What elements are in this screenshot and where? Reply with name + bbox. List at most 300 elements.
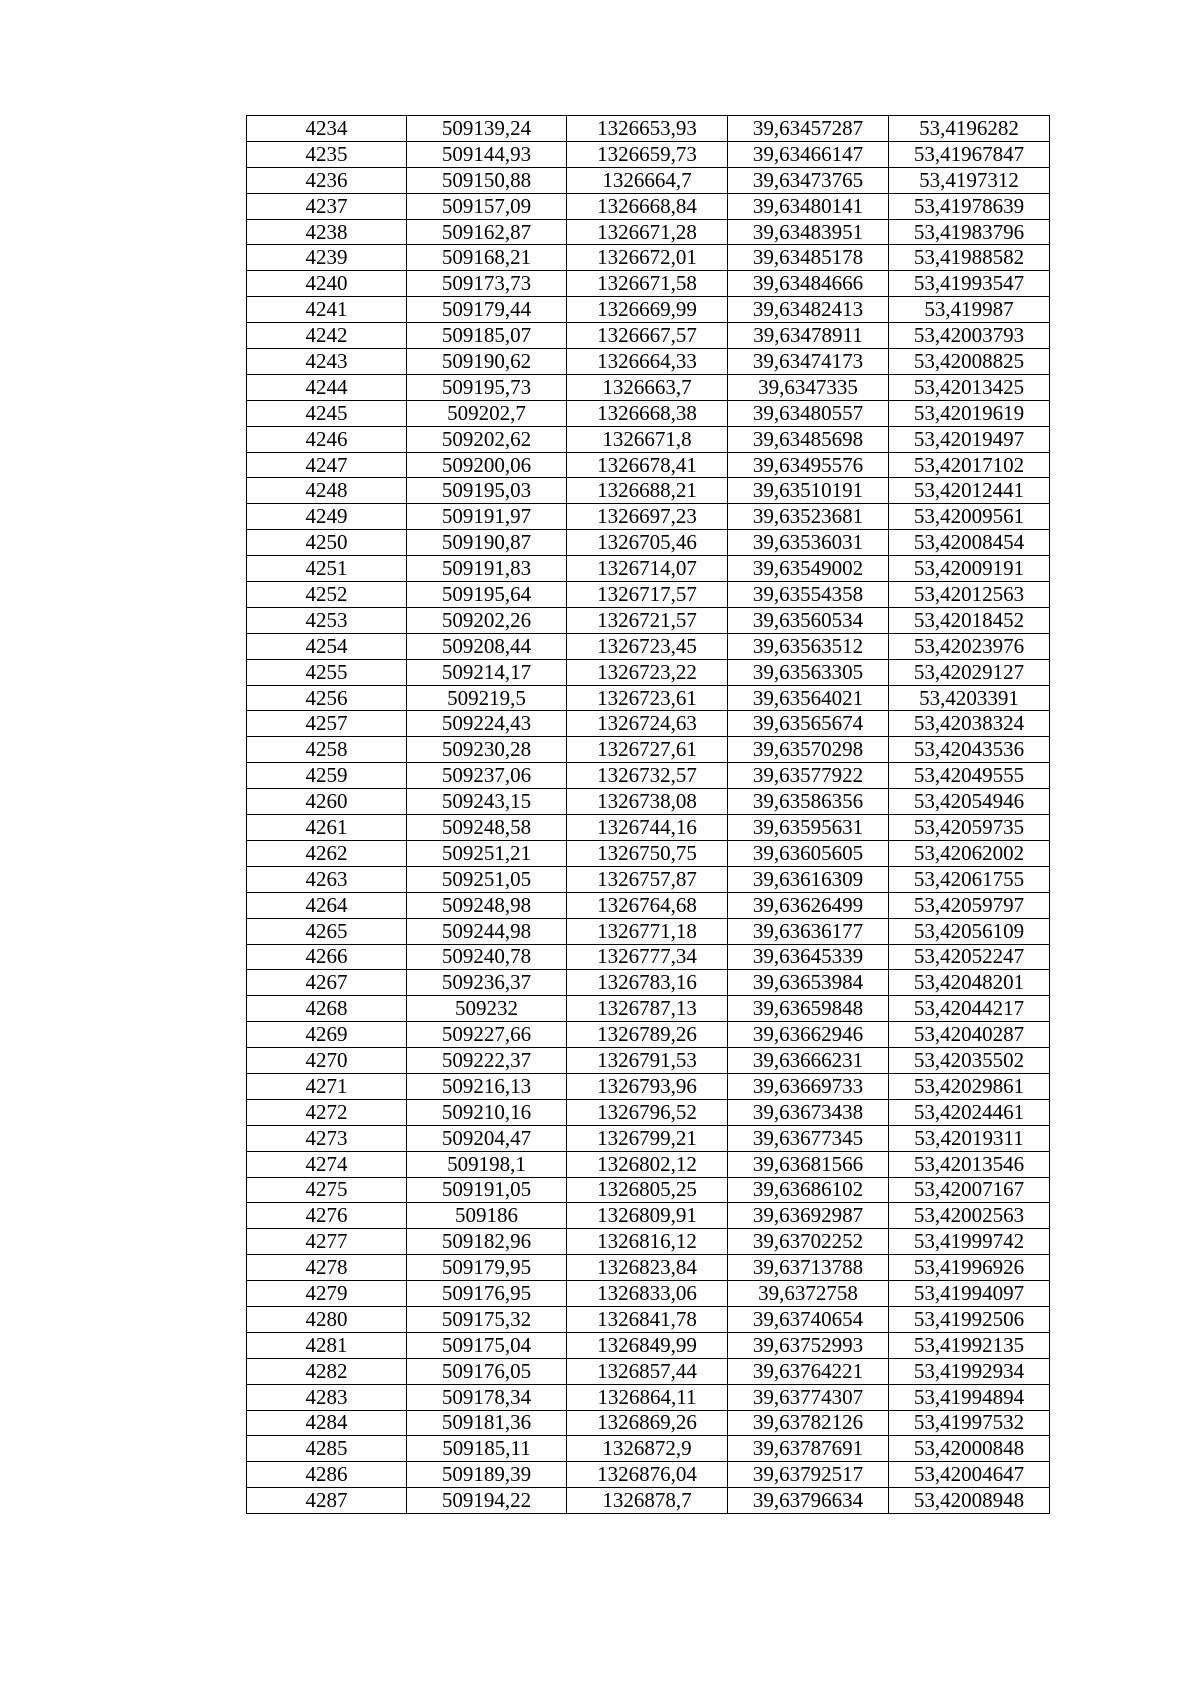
longitude-cell: 39,63563305	[728, 659, 889, 685]
x-coordinate-cell: 509191,97	[407, 504, 567, 530]
latitude-cell: 53,41994894	[889, 1384, 1050, 1410]
point-number-cell: 4251	[247, 556, 407, 582]
y-coordinate-cell: 1326857,44	[567, 1358, 728, 1384]
y-coordinate-cell: 1326697,23	[567, 504, 728, 530]
longitude-cell: 39,63554358	[728, 582, 889, 608]
longitude-cell: 39,63484666	[728, 271, 889, 297]
latitude-cell: 53,419987	[889, 297, 1050, 323]
longitude-cell: 39,63485178	[728, 245, 889, 271]
latitude-cell: 53,42002563	[889, 1203, 1050, 1229]
x-coordinate-cell: 509251,21	[407, 840, 567, 866]
x-coordinate-cell: 509179,95	[407, 1255, 567, 1281]
point-number-cell: 4287	[247, 1488, 407, 1514]
table-row	[247, 918, 1050, 944]
latitude-cell: 53,42062002	[889, 840, 1050, 866]
point-number-cell: 4242	[247, 323, 407, 349]
table-row	[247, 297, 1050, 323]
point-number-cell: 4278	[247, 1255, 407, 1281]
x-coordinate-cell: 509185,11	[407, 1436, 567, 1462]
table-row	[247, 1255, 1050, 1281]
latitude-cell: 53,42029861	[889, 1073, 1050, 1099]
y-coordinate-cell: 1326653,93	[567, 116, 728, 142]
latitude-cell: 53,42019311	[889, 1125, 1050, 1151]
point-number-cell: 4258	[247, 737, 407, 763]
point-number-cell: 4256	[247, 685, 407, 711]
latitude-cell: 53,42008948	[889, 1488, 1050, 1514]
x-coordinate-cell: 509198,1	[407, 1151, 567, 1177]
latitude-cell: 53,42040287	[889, 1022, 1050, 1048]
longitude-cell: 39,63673438	[728, 1099, 889, 1125]
latitude-cell: 53,42013425	[889, 374, 1050, 400]
table-row	[247, 763, 1050, 789]
latitude-cell: 53,42009191	[889, 556, 1050, 582]
y-coordinate-cell: 1326727,61	[567, 737, 728, 763]
longitude-cell: 39,63595631	[728, 815, 889, 841]
point-number-cell: 4268	[247, 996, 407, 1022]
table-row	[247, 685, 1050, 711]
table-row	[247, 1073, 1050, 1099]
y-coordinate-cell: 1326723,45	[567, 633, 728, 659]
x-coordinate-cell: 509191,83	[407, 556, 567, 582]
point-number-cell: 4252	[247, 582, 407, 608]
longitude-cell: 39,63570298	[728, 737, 889, 763]
y-coordinate-cell: 1326717,57	[567, 582, 728, 608]
y-coordinate-cell: 1326802,12	[567, 1151, 728, 1177]
table-row	[247, 1151, 1050, 1177]
latitude-cell: 53,42061755	[889, 866, 1050, 892]
longitude-cell: 39,63752993	[728, 1332, 889, 1358]
point-number-cell: 4270	[247, 1048, 407, 1074]
point-number-cell: 4274	[247, 1151, 407, 1177]
y-coordinate-cell: 1326869,26	[567, 1410, 728, 1436]
table-row	[247, 271, 1050, 297]
y-coordinate-cell: 1326791,53	[567, 1048, 728, 1074]
table-row	[247, 866, 1050, 892]
point-number-cell: 4262	[247, 840, 407, 866]
point-number-cell: 4247	[247, 452, 407, 478]
point-number-cell: 4263	[247, 866, 407, 892]
longitude-cell: 39,63764221	[728, 1358, 889, 1384]
table-row	[247, 1462, 1050, 1488]
y-coordinate-cell: 1326724,63	[567, 711, 728, 737]
longitude-cell: 39,63774307	[728, 1384, 889, 1410]
table-row	[247, 1022, 1050, 1048]
table-row	[247, 1048, 1050, 1074]
table-row	[247, 1436, 1050, 1462]
longitude-cell: 39,63480557	[728, 400, 889, 426]
longitude-cell: 39,63565674	[728, 711, 889, 737]
x-coordinate-cell: 509173,73	[407, 271, 567, 297]
y-coordinate-cell: 1326671,8	[567, 426, 728, 452]
x-coordinate-cell: 509195,73	[407, 374, 567, 400]
y-coordinate-cell: 1326864,11	[567, 1384, 728, 1410]
x-coordinate-cell: 509230,28	[407, 737, 567, 763]
longitude-cell: 39,6347335	[728, 374, 889, 400]
y-coordinate-cell: 1326789,26	[567, 1022, 728, 1048]
longitude-cell: 39,63626499	[728, 892, 889, 918]
longitude-cell: 39,63616309	[728, 866, 889, 892]
x-coordinate-cell: 509219,5	[407, 685, 567, 711]
table-row	[247, 996, 1050, 1022]
x-coordinate-cell: 509194,22	[407, 1488, 567, 1514]
point-number-cell: 4266	[247, 944, 407, 970]
longitude-cell: 39,63740654	[728, 1306, 889, 1332]
y-coordinate-cell: 1326823,84	[567, 1255, 728, 1281]
table-row	[247, 219, 1050, 245]
longitude-cell: 39,63669733	[728, 1073, 889, 1099]
longitude-cell: 39,63636177	[728, 918, 889, 944]
table-row	[247, 1281, 1050, 1307]
x-coordinate-cell: 509202,26	[407, 607, 567, 633]
latitude-cell: 53,42059735	[889, 815, 1050, 841]
x-coordinate-cell: 509175,32	[407, 1306, 567, 1332]
table-row	[247, 1229, 1050, 1255]
y-coordinate-cell: 1326664,33	[567, 349, 728, 375]
table-row	[247, 789, 1050, 815]
y-coordinate-cell: 1326669,99	[567, 297, 728, 323]
y-coordinate-cell: 1326796,52	[567, 1099, 728, 1125]
x-coordinate-cell: 509178,34	[407, 1384, 567, 1410]
latitude-cell: 53,41999742	[889, 1229, 1050, 1255]
coordinates-table-body	[247, 116, 1050, 1514]
table-row	[247, 944, 1050, 970]
y-coordinate-cell: 1326849,99	[567, 1332, 728, 1358]
point-number-cell: 4275	[247, 1177, 407, 1203]
table-row	[247, 840, 1050, 866]
table-row	[247, 711, 1050, 737]
y-coordinate-cell: 1326723,22	[567, 659, 728, 685]
point-number-cell: 4243	[247, 349, 407, 375]
y-coordinate-cell: 1326671,28	[567, 219, 728, 245]
longitude-cell: 39,63577922	[728, 763, 889, 789]
longitude-cell: 39,63474173	[728, 349, 889, 375]
point-number-cell: 4282	[247, 1358, 407, 1384]
longitude-cell: 39,63792517	[728, 1462, 889, 1488]
y-coordinate-cell: 1326783,16	[567, 970, 728, 996]
longitude-cell: 39,63536031	[728, 530, 889, 556]
y-coordinate-cell: 1326787,13	[567, 996, 728, 1022]
x-coordinate-cell: 509240,78	[407, 944, 567, 970]
latitude-cell: 53,42059797	[889, 892, 1050, 918]
x-coordinate-cell: 509244,98	[407, 918, 567, 944]
y-coordinate-cell: 1326793,96	[567, 1073, 728, 1099]
point-number-cell: 4244	[247, 374, 407, 400]
longitude-cell: 39,63510191	[728, 478, 889, 504]
y-coordinate-cell: 1326777,34	[567, 944, 728, 970]
table-row	[247, 478, 1050, 504]
table-row	[247, 167, 1050, 193]
table-row	[247, 116, 1050, 142]
longitude-cell: 39,63796634	[728, 1488, 889, 1514]
point-number-cell: 4255	[247, 659, 407, 685]
y-coordinate-cell: 1326705,46	[567, 530, 728, 556]
table-row	[247, 1125, 1050, 1151]
point-number-cell: 4249	[247, 504, 407, 530]
longitude-cell: 39,63495576	[728, 452, 889, 478]
latitude-cell: 53,41992934	[889, 1358, 1050, 1384]
x-coordinate-cell: 509185,07	[407, 323, 567, 349]
x-coordinate-cell: 509176,05	[407, 1358, 567, 1384]
point-number-cell: 4257	[247, 711, 407, 737]
longitude-cell: 39,63702252	[728, 1229, 889, 1255]
latitude-cell: 53,4197312	[889, 167, 1050, 193]
longitude-cell: 39,63666231	[728, 1048, 889, 1074]
x-coordinate-cell: 509195,03	[407, 478, 567, 504]
latitude-cell: 53,41997532	[889, 1410, 1050, 1436]
table-row	[247, 1099, 1050, 1125]
latitude-cell: 53,42000848	[889, 1436, 1050, 1462]
latitude-cell: 53,41978639	[889, 193, 1050, 219]
longitude-cell: 39,63677345	[728, 1125, 889, 1151]
x-coordinate-cell: 509200,06	[407, 452, 567, 478]
point-number-cell: 4238	[247, 219, 407, 245]
point-number-cell: 4279	[247, 1281, 407, 1307]
latitude-cell: 53,42008454	[889, 530, 1050, 556]
table-row	[247, 1384, 1050, 1410]
latitude-cell: 53,42029127	[889, 659, 1050, 685]
x-coordinate-cell: 509224,43	[407, 711, 567, 737]
y-coordinate-cell: 1326678,41	[567, 452, 728, 478]
y-coordinate-cell: 1326833,06	[567, 1281, 728, 1307]
y-coordinate-cell: 1326664,7	[567, 167, 728, 193]
table-row	[247, 1306, 1050, 1332]
table-row	[247, 504, 1050, 530]
point-number-cell: 4285	[247, 1436, 407, 1462]
point-number-cell: 4267	[247, 970, 407, 996]
x-coordinate-cell: 509175,04	[407, 1332, 567, 1358]
table-row	[247, 582, 1050, 608]
y-coordinate-cell: 1326668,84	[567, 193, 728, 219]
table-row	[247, 1488, 1050, 1514]
longitude-cell: 39,63692987	[728, 1203, 889, 1229]
longitude-cell: 39,63473765	[728, 167, 889, 193]
latitude-cell: 53,42035502	[889, 1048, 1050, 1074]
latitude-cell: 53,41994097	[889, 1281, 1050, 1307]
longitude-cell: 39,63645339	[728, 944, 889, 970]
point-number-cell: 4239	[247, 245, 407, 271]
y-coordinate-cell: 1326872,9	[567, 1436, 728, 1462]
y-coordinate-cell: 1326805,25	[567, 1177, 728, 1203]
latitude-cell: 53,4203391	[889, 685, 1050, 711]
y-coordinate-cell: 1326714,07	[567, 556, 728, 582]
point-number-cell: 4283	[247, 1384, 407, 1410]
longitude-cell: 39,63586356	[728, 789, 889, 815]
longitude-cell: 39,63681566	[728, 1151, 889, 1177]
point-number-cell: 4250	[247, 530, 407, 556]
latitude-cell: 53,42013546	[889, 1151, 1050, 1177]
latitude-cell: 53,41983796	[889, 219, 1050, 245]
table-row	[247, 607, 1050, 633]
latitude-cell: 53,41993547	[889, 271, 1050, 297]
latitude-cell: 53,42004647	[889, 1462, 1050, 1488]
x-coordinate-cell: 509144,93	[407, 141, 567, 167]
longitude-cell: 39,63713788	[728, 1255, 889, 1281]
longitude-cell: 39,63563512	[728, 633, 889, 659]
x-coordinate-cell: 509216,13	[407, 1073, 567, 1099]
x-coordinate-cell: 509190,87	[407, 530, 567, 556]
table-row	[247, 815, 1050, 841]
longitude-cell: 39,63787691	[728, 1436, 889, 1462]
x-coordinate-cell: 509168,21	[407, 245, 567, 271]
longitude-cell: 39,63478911	[728, 323, 889, 349]
latitude-cell: 53,41996926	[889, 1255, 1050, 1281]
x-coordinate-cell: 509204,47	[407, 1125, 567, 1151]
point-number-cell: 4284	[247, 1410, 407, 1436]
longitude-cell: 39,63564021	[728, 685, 889, 711]
point-number-cell: 4260	[247, 789, 407, 815]
longitude-cell: 39,63782126	[728, 1410, 889, 1436]
latitude-cell: 53,42018452	[889, 607, 1050, 633]
longitude-cell: 39,63549002	[728, 556, 889, 582]
x-coordinate-cell: 509195,64	[407, 582, 567, 608]
longitude-cell: 39,63653984	[728, 970, 889, 996]
x-coordinate-cell: 509243,15	[407, 789, 567, 815]
longitude-cell: 39,63560534	[728, 607, 889, 633]
table-row	[247, 530, 1050, 556]
point-number-cell: 4245	[247, 400, 407, 426]
y-coordinate-cell: 1326750,75	[567, 840, 728, 866]
table-row	[247, 1177, 1050, 1203]
table-row	[247, 141, 1050, 167]
y-coordinate-cell: 1326799,21	[567, 1125, 728, 1151]
latitude-cell: 53,42012441	[889, 478, 1050, 504]
point-number-cell: 4265	[247, 918, 407, 944]
x-coordinate-cell: 509182,96	[407, 1229, 567, 1255]
longitude-cell: 39,63483951	[728, 219, 889, 245]
longitude-cell: 39,63457287	[728, 116, 889, 142]
table-row	[247, 193, 1050, 219]
y-coordinate-cell: 1326816,12	[567, 1229, 728, 1255]
y-coordinate-cell: 1326721,57	[567, 607, 728, 633]
y-coordinate-cell: 1326764,68	[567, 892, 728, 918]
y-coordinate-cell: 1326876,04	[567, 1462, 728, 1488]
latitude-cell: 53,4196282	[889, 116, 1050, 142]
table-row	[247, 374, 1050, 400]
point-number-cell: 4261	[247, 815, 407, 841]
point-number-cell: 4277	[247, 1229, 407, 1255]
y-coordinate-cell: 1326878,7	[567, 1488, 728, 1514]
x-coordinate-cell: 509248,58	[407, 815, 567, 841]
table-row	[247, 400, 1050, 426]
point-number-cell: 4271	[247, 1073, 407, 1099]
latitude-cell: 53,42012563	[889, 582, 1050, 608]
longitude-cell: 39,63485698	[728, 426, 889, 452]
latitude-cell: 53,42044217	[889, 996, 1050, 1022]
longitude-cell: 39,63480141	[728, 193, 889, 219]
table-row	[247, 970, 1050, 996]
x-coordinate-cell: 509190,62	[407, 349, 567, 375]
longitude-cell: 39,63466147	[728, 141, 889, 167]
latitude-cell: 53,42043536	[889, 737, 1050, 763]
table-row	[247, 556, 1050, 582]
x-coordinate-cell: 509191,05	[407, 1177, 567, 1203]
x-coordinate-cell: 509236,37	[407, 970, 567, 996]
y-coordinate-cell: 1326771,18	[567, 918, 728, 944]
y-coordinate-cell: 1326744,16	[567, 815, 728, 841]
y-coordinate-cell: 1326672,01	[567, 245, 728, 271]
point-number-cell: 4272	[247, 1099, 407, 1125]
y-coordinate-cell: 1326671,58	[567, 271, 728, 297]
point-number-cell: 4254	[247, 633, 407, 659]
latitude-cell: 53,42008825	[889, 349, 1050, 375]
table-row	[247, 737, 1050, 763]
point-number-cell: 4234	[247, 116, 407, 142]
x-coordinate-cell: 509181,36	[407, 1410, 567, 1436]
x-coordinate-cell: 509179,44	[407, 297, 567, 323]
x-coordinate-cell: 509237,06	[407, 763, 567, 789]
x-coordinate-cell: 509214,17	[407, 659, 567, 685]
latitude-cell: 53,41992506	[889, 1306, 1050, 1332]
y-coordinate-cell: 1326663,7	[567, 374, 728, 400]
table-row	[247, 659, 1050, 685]
latitude-cell: 53,42003793	[889, 323, 1050, 349]
x-coordinate-cell: 509208,44	[407, 633, 567, 659]
latitude-cell: 53,42007167	[889, 1177, 1050, 1203]
longitude-cell: 39,63659848	[728, 996, 889, 1022]
latitude-cell: 53,42038324	[889, 711, 1050, 737]
x-coordinate-cell: 509227,66	[407, 1022, 567, 1048]
latitude-cell: 53,42017102	[889, 452, 1050, 478]
longitude-cell: 39,63605605	[728, 840, 889, 866]
y-coordinate-cell: 1326688,21	[567, 478, 728, 504]
x-coordinate-cell: 509162,87	[407, 219, 567, 245]
point-number-cell: 4237	[247, 193, 407, 219]
table-row	[247, 349, 1050, 375]
latitude-cell: 53,42009561	[889, 504, 1050, 530]
point-number-cell: 4240	[247, 271, 407, 297]
latitude-cell: 53,41992135	[889, 1332, 1050, 1358]
table-row	[247, 426, 1050, 452]
x-coordinate-cell: 509232	[407, 996, 567, 1022]
x-coordinate-cell: 509139,24	[407, 116, 567, 142]
x-coordinate-cell: 509222,37	[407, 1048, 567, 1074]
point-number-cell: 4281	[247, 1332, 407, 1358]
latitude-cell: 53,41967847	[889, 141, 1050, 167]
y-coordinate-cell: 1326809,91	[567, 1203, 728, 1229]
latitude-cell: 53,42054946	[889, 789, 1050, 815]
y-coordinate-cell: 1326738,08	[567, 789, 728, 815]
x-coordinate-cell: 509248,98	[407, 892, 567, 918]
point-number-cell: 4264	[247, 892, 407, 918]
table-row	[247, 1203, 1050, 1229]
longitude-cell: 39,6372758	[728, 1281, 889, 1307]
table-row	[247, 452, 1050, 478]
latitude-cell: 53,42048201	[889, 970, 1050, 996]
coordinates-table	[246, 115, 1050, 1514]
latitude-cell: 53,41988582	[889, 245, 1050, 271]
point-number-cell: 4276	[247, 1203, 407, 1229]
table-row	[247, 1410, 1050, 1436]
point-number-cell: 4248	[247, 478, 407, 504]
y-coordinate-cell: 1326667,57	[567, 323, 728, 349]
table-row	[247, 323, 1050, 349]
point-number-cell: 4241	[247, 297, 407, 323]
longitude-cell: 39,63482413	[728, 297, 889, 323]
longitude-cell: 39,63662946	[728, 1022, 889, 1048]
y-coordinate-cell: 1326732,57	[567, 763, 728, 789]
table-row	[247, 892, 1050, 918]
y-coordinate-cell: 1326757,87	[567, 866, 728, 892]
table-row	[247, 1332, 1050, 1358]
y-coordinate-cell: 1326841,78	[567, 1306, 728, 1332]
y-coordinate-cell: 1326668,38	[567, 400, 728, 426]
x-coordinate-cell: 509202,7	[407, 400, 567, 426]
x-coordinate-cell: 509210,16	[407, 1099, 567, 1125]
x-coordinate-cell: 509189,39	[407, 1462, 567, 1488]
x-coordinate-cell: 509202,62	[407, 426, 567, 452]
latitude-cell: 53,42056109	[889, 918, 1050, 944]
x-coordinate-cell: 509150,88	[407, 167, 567, 193]
